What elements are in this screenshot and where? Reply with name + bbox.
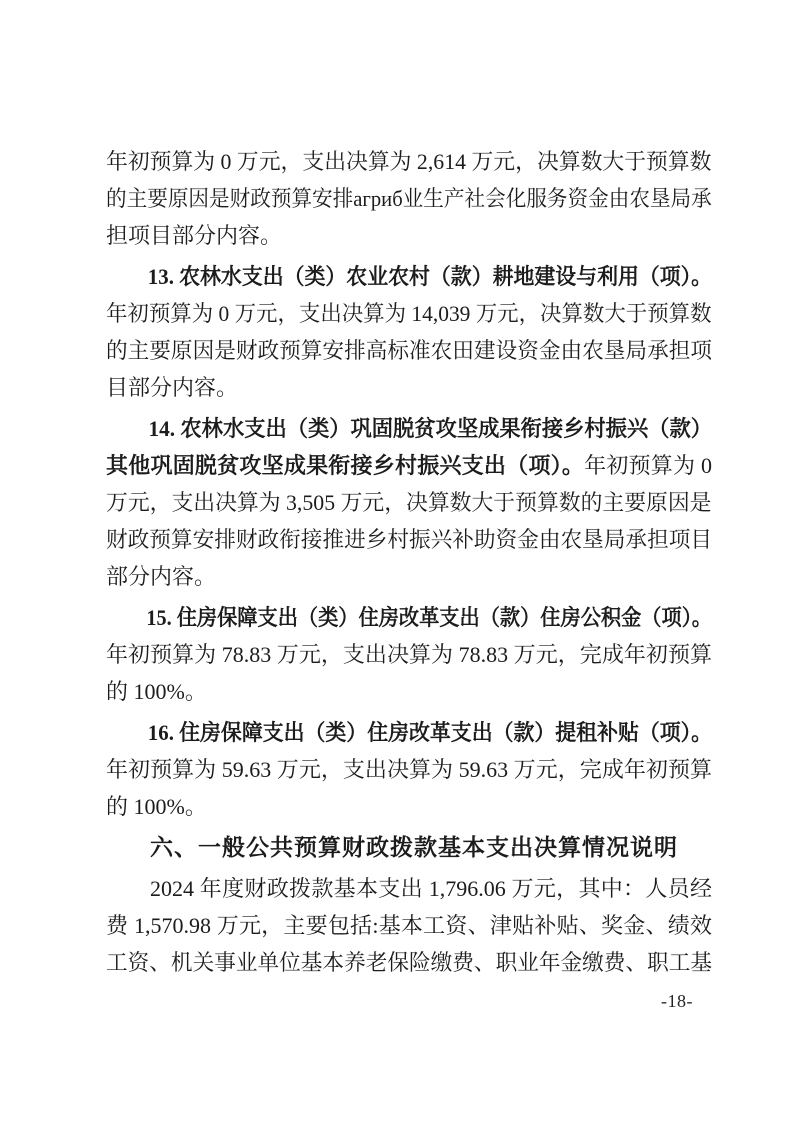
page-number: -18- [661, 991, 693, 1011]
body-text: 部分内容。 [106, 564, 217, 589]
item-title-bold-text: 14. 农林水支出（类）巩固脱贫攻坚成果衔接乡村振兴（款） [148, 416, 713, 441]
para-item-13 [106, 258, 712, 406]
para-item-15 [106, 599, 712, 710]
item-title-bold-text: 16. 住房保障支出（类）住房改革支出（款）提租补贴（项）。 [147, 720, 713, 745]
para-item-13-line [106, 332, 713, 369]
para-item-16 [106, 714, 712, 825]
item-title-bold-text: 15. 住房保障支出（类）住房改革支出（款）住房公积金（项）。 [146, 605, 713, 630]
para-item-13-line [106, 369, 712, 406]
item-title-bold-text: 13. 农林水支出（类）农业农村（款）耕地建设与利用（项）。 [147, 264, 713, 289]
section-heading-text: 六、一般公共预算财政拨款基本支出决算情况说明 [150, 834, 678, 860]
body-text: 工资、机关事业单位基本养老保险缴费、职业年金缴费、职工基 [106, 950, 713, 975]
para-item-14-line [106, 558, 712, 595]
body-text: 年初预算为 78.83 万元，支出决算为 78.83 万元，完成年初预算 [106, 642, 712, 667]
para-item12-continuation [106, 143, 712, 254]
para-basic-expenditure-line [106, 944, 713, 981]
para-basic-expenditure [106, 870, 712, 981]
para-item-13-line [106, 295, 712, 332]
body-text: 担项目部分内容。 [106, 223, 283, 248]
body-text: 年初预算为 0 [584, 453, 712, 478]
body-text: 的 100%。 [106, 794, 207, 819]
para-item-16-line [106, 788, 712, 825]
para-item-14-line [106, 521, 713, 558]
para-item-15-line [106, 673, 712, 710]
body-text: 年初预算为 59.63 万元，支出决算为 59.63 万元，完成年初预算 [106, 757, 712, 782]
para-basic-expenditure-line [106, 870, 712, 907]
para-item-14 [106, 410, 712, 595]
heading-section-six [106, 829, 712, 866]
body-text: 的 100%。 [106, 679, 207, 704]
para-item-16-line [106, 714, 713, 751]
body-text: 2024 年度财政拨款基本支出 1,796.06 万元，其中：人员经 [150, 876, 712, 901]
body-text: 的主要原因是财政预算安排агриб业生产社会化服务资金由农垦局承 [106, 186, 712, 211]
document-body [106, 143, 712, 981]
body-text: 费 1,570.98 万元，主要包括:基本工资、津贴补贴、奖金、绩效 [106, 913, 712, 938]
para-item-14-line [106, 484, 712, 521]
para-item-15-line [106, 599, 713, 636]
para-item-14-line [106, 447, 712, 484]
body-text: 万元，支出决算为 3,505 万元，决算数大于预算数的主要原因是 [106, 490, 712, 515]
para-item12-continuation-line [106, 180, 712, 217]
para-item12-continuation-line [106, 143, 712, 180]
heading-section-six-line [106, 829, 712, 866]
body-text: 财政预算安排财政衔接推进乡村振兴补助资金由农垦局承担项目 [106, 527, 713, 552]
para-basic-expenditure-line [106, 907, 712, 944]
para-item-16-line [106, 751, 712, 788]
body-text: 年初预算为 0 万元，支出决算为 14,039 万元，决算数大于预算数 [106, 301, 712, 326]
para-item12-continuation-line [106, 217, 712, 254]
para-item-13-line [106, 258, 713, 295]
para-item-15-line [106, 636, 712, 673]
body-text: 年初预算为 0 万元，支出决算为 2,614 万元，决算数大于预算数 [106, 149, 712, 174]
para-item-14-line [106, 410, 713, 447]
body-text: 的主要原因是财政预算安排高标准农田建设资金由农垦局承担项 [106, 338, 713, 363]
item-title-bold-text: 其他巩固脱贫攻坚成果衔接乡村振兴支出（项）。 [106, 453, 585, 478]
body-text: 目部分内容。 [106, 375, 239, 400]
